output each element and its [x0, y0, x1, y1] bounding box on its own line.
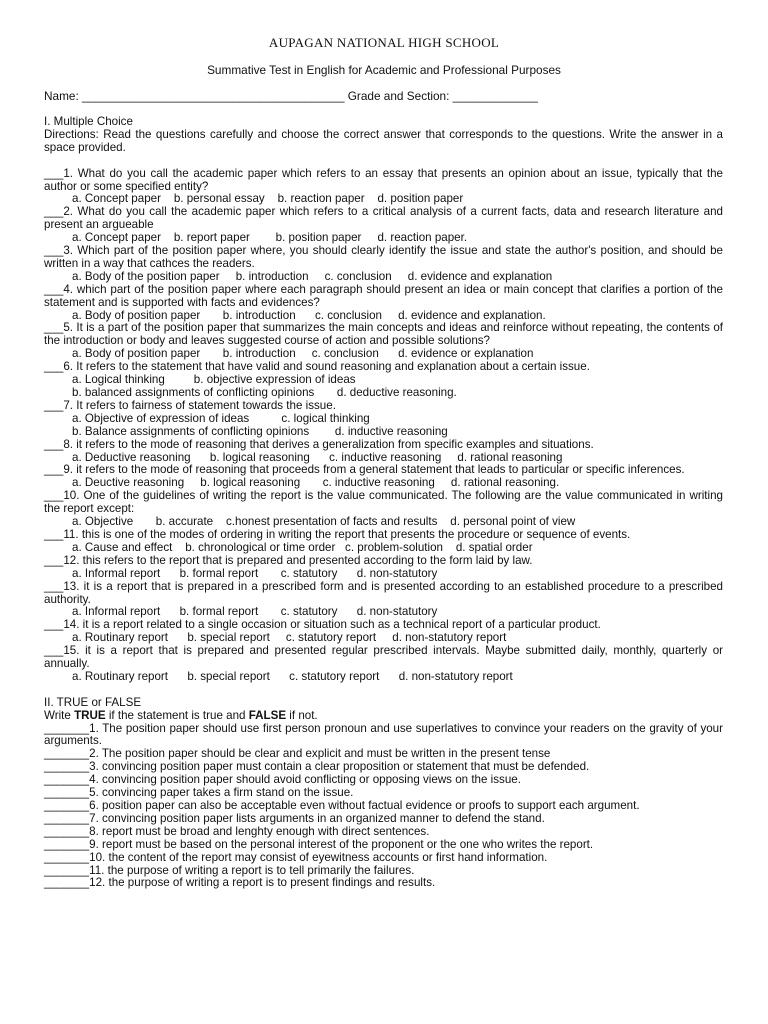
tf-statement: _______5. convincing paper takes a firm stand on the issue. [44, 786, 354, 800]
tf-statement: _______9. report must be based on the personal interest of the proponent or the one who writes the report. [44, 837, 594, 851]
true-false-list [44, 723, 723, 891]
mc-question: ___4. which part of the position paper where each paragraph should present an idea or main concept that clarifies a portion of the statement and is supported with facts and evidences? [44, 282, 723, 309]
mc-options: a. Deuctive reasoning b. logical reasoning c. inductive reasoning d. rational reasoning. [72, 476, 560, 490]
mc-options: a. Body of position paper b. introduction c. conclusion d. evidence or explanation [72, 347, 534, 361]
tf-statement: _______8. report must be broad and lenghty enough with direct sentences. [44, 824, 430, 838]
mc-question: ___8. it refers to the mode of reasoning that derives a generalization from specific examples and situations. [44, 437, 594, 451]
mc-question: ___12. this refers to the report that is prepared and presented according to the form laid by law. [44, 553, 533, 567]
tf-statement: _______1. The position paper should use first person pronoun and use superlatives to convince your readers on the gravity of your arguments. [44, 721, 723, 748]
test-content [44, 116, 723, 890]
mc-options: a. Objective b. accurate c.honest presentation of facts and results d. personal point of view [72, 515, 576, 529]
mc-options: a. Informal report b. formal report c. statutory d. non-statutory [72, 605, 438, 619]
mc-options: a. Routinary report b. special report c. statutory report d. non-statutory report [72, 669, 513, 683]
mc-question: ___10. One of the guidelines of writing the report is the value communicated. The following are the value communicated in writing the report except: [44, 489, 723, 516]
tf-statement: _______6. position paper can also be acceptable even without factual evidence or proofs to support each argument. [44, 799, 640, 812]
mc-question: ___7. It refers to fairness of statement towards the issue. [44, 398, 336, 412]
tf-statement: _______10. the content of the report may consist of eyewitness accounts or first hand information. [44, 850, 548, 864]
school-name: AUPAGAN NATIONAL HIGH SCHOOL [268, 35, 500, 50]
mc-options: a. Informal report b. formal report c. statutory d. non-statutory [72, 566, 438, 580]
mc-question: ___3. Which part of the position paper where, you should clearly identify the issue and state the author's position, and should be written in a way that cathces the readers. [44, 244, 723, 270]
tf-statement: _______12. the purpose of writing a report is to present findings and results. [44, 876, 436, 890]
mc-options: a. Objective of expression of ideas c. logical thinking [72, 411, 370, 425]
directions: Directions: Read the questions carefully and choose the correct answer that corresponds to the questions. Write the answer in a space provided. [44, 127, 723, 154]
section-2-heading: II. TRUE or FALSE [44, 695, 142, 709]
mc-question: ___13. it is a report that is prepared in a prescribed form and is presented according to an established procedure to a prescribed authority. [44, 579, 723, 606]
mc-question: ___2. What do you call the academic paper which refers to a critical analysis of a current facts, data and research literature and present an argueable [44, 205, 723, 232]
mc-question: ___5. It is a part of the position paper that summarizes the main concepts and ideas and reinforce without repeating, the contents of the introduction or body and leaves suggested course of action and possible solutions? [44, 321, 723, 348]
true-false-instructions: Write TRUE if the statement is true and FALSE if not. [44, 708, 318, 722]
mc-options: a. Concept paper b. report paper b. position paper d. reaction paper. [72, 231, 468, 245]
mc-options: b. balanced assignments of conflicting opinions d. deductive reasoning. [72, 386, 457, 400]
mc-options: a. Deductive reasoning b. logical reasoning c. inductive reasoning d. rational reasoning [72, 450, 563, 464]
mc-options: a. Body of position paper b. introduction c. conclusion d. evidence and explanation. [72, 308, 546, 322]
mc-options: b. Balance assignments of conflicting opinions d. inductive reasoning [72, 424, 448, 438]
mc-question: ___15. it is a report that is prepared and presented regular prescribed intervals. Maybe submitted daily, monthly, quarterly or annually. [44, 644, 723, 671]
mc-question: ___9. it refers to the mode of reasoning that proceeds from a general statement that leads to particular or specific inferences. [44, 463, 685, 477]
tf-statement: _______11. the purpose of writing a report is to tell primarily the failures. [44, 863, 415, 877]
mc-question: ___6. It refers to the statement that have valid and sound reasoning and explanation about a certain issue. [44, 360, 590, 374]
mc-question: ___14. it is a report related to a single occasion or situation such as a technical report of a particular product. [44, 618, 601, 632]
name-grade-line: Name: ________________________________________ Grade and Section: _____________ [44, 89, 538, 103]
section-1-heading: I. Multiple Choice [44, 115, 133, 128]
multiple-choice-list [44, 168, 723, 684]
mc-options: a. Logical thinking b. objective expression of ideas [72, 373, 356, 387]
tf-statement: _______3. convincing position paper must contain a clear proposition or statement that must be defended. [44, 760, 590, 774]
mc-question: ___1. What do you call the academic paper which refers to an essay that presents an opinion about an issue, typically that the author or some specified entity? [44, 166, 723, 193]
mc-options: a. Routinary report b. special report c. statutory report d. non-statutory report [72, 631, 507, 645]
mc-question: ___11. this is one of the modes of ordering in writing the report that presents the procedure or sequence of events. [44, 527, 631, 541]
tf-statement: _______4. convincing position paper should avoid conflicting or opposing views on the issue. [44, 773, 521, 787]
mc-options: a. Cause and effect b. chronological or time order c. problem-solution d. spatial order [72, 540, 533, 554]
test-title: Summative Test in English for Academic and Professional Purposes [207, 63, 561, 77]
tf-statement: _______7. convincing position paper lists arguments in an organized manner to defend the stand. [44, 811, 545, 825]
tf-statement: _______2. The position paper should be clear and explicit and must be written in the present tense [44, 747, 551, 761]
mc-options: a. Concept paper b. personal essay b. reaction paper d. position paper [72, 192, 464, 206]
mc-options: a. Body of the position paper b. introduction c. conclusion d. evidence and explanation [72, 269, 553, 283]
